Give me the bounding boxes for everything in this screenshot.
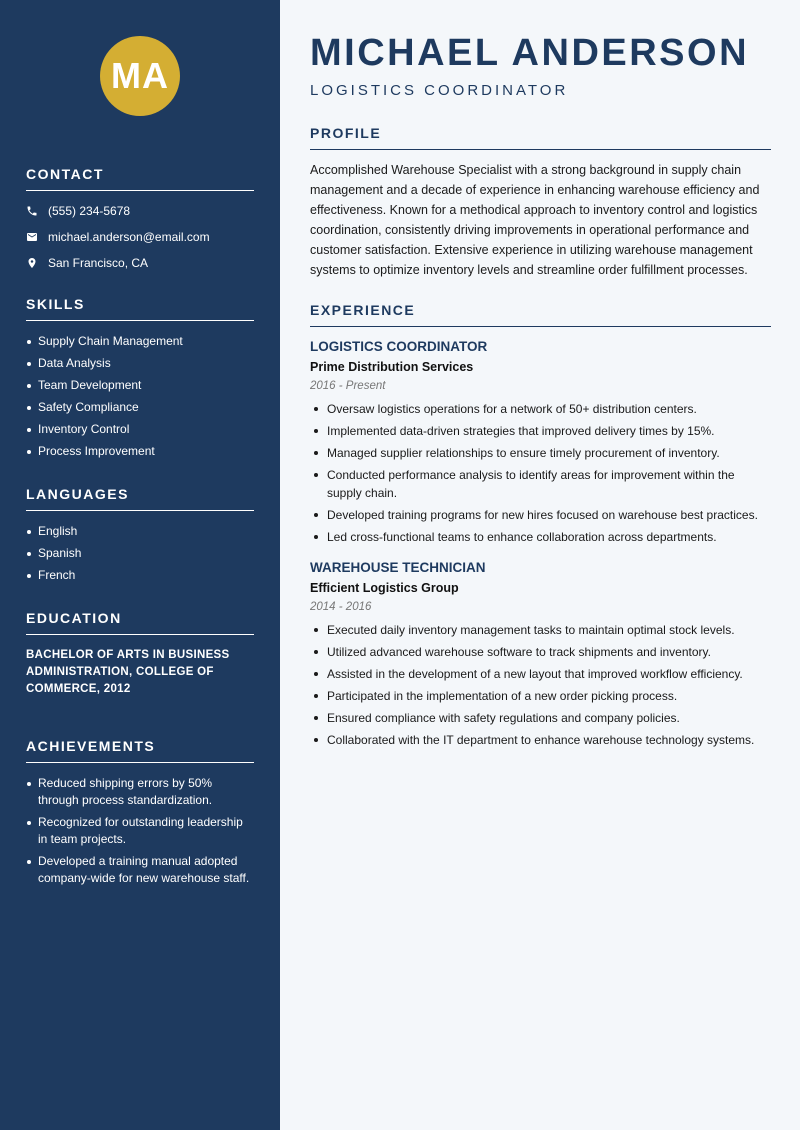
achievement-item: Reduced shipping errors by 50% through process standardization. [26,775,254,809]
candidate-title: LOGISTICS COORDINATOR [310,82,569,99]
job-bullet: Led cross-functional teams to enhance collaboration across departments. [310,528,771,546]
contact-location [26,255,254,270]
job-role: LOGISTICS COORDINATOR [310,339,488,354]
contact-email [26,229,254,244]
job-bullet: Participated in the implementation of a new order picking process. [310,687,771,705]
job-bullet: Oversaw logistics operations for a network of 50+ distribution centers. [310,400,771,418]
experience-section [310,302,771,749]
job-bullet: Conducted performance analysis to identify areas for improvement within the supply chain. [310,466,771,502]
skill-item: Data Analysis [26,355,254,372]
main-content [280,0,800,1130]
phone-value: (555) 234-5678 [48,203,131,218]
profile-section [310,125,771,280]
location-value: San Francisco, CA [48,255,149,270]
email-value: michael.anderson@email.com [48,229,210,244]
job-bullet: Utilized advanced warehouse software to track shipments and inventory. [310,643,771,661]
email-icon [26,231,38,243]
skills-list [26,333,254,460]
location-pin-icon [26,257,38,269]
sidebar [0,0,280,1130]
job-dates: 2014 - 2016 [310,601,372,613]
skill-item: Safety Compliance [26,399,254,416]
achievements-list [26,775,254,887]
contact-section [26,166,254,270]
job-entry [310,560,771,749]
skills-section [26,296,254,460]
job-bullet: Assisted in the development of a new layout that improved workflow efficiency. [310,665,771,683]
contact-heading: CONTACT [26,166,254,191]
candidate-name: MICHAEL ANDERSON [310,32,750,74]
achievement-item: Recognized for outstanding leadership in team projects. [26,814,254,848]
education-heading: EDUCATION [26,610,254,635]
job-bullet: Managed supplier relationships to ensure timely procurement of inventory. [310,444,771,462]
job-dates: 2016 - Present [310,380,386,392]
job-bullets [310,621,771,749]
experience-heading: EXPERIENCE [310,302,771,327]
languages-heading: LANGUAGES [26,486,254,511]
job-role: WAREHOUSE TECHNICIAN [310,560,486,575]
skill-item: Supply Chain Management [26,333,254,350]
skill-item: Inventory Control [26,421,254,438]
language-item: English [26,523,254,540]
phone-icon [26,205,38,217]
language-item: Spanish [26,545,254,562]
job-bullet: Executed daily inventory management tasks to maintain optimal stock levels. [310,621,771,639]
skills-heading: SKILLS [26,296,254,321]
contact-phone [26,203,254,218]
education-section [26,610,254,698]
skill-item: Process Improvement [26,443,254,460]
language-item: French [26,567,254,584]
job-bullets [310,400,771,546]
education-entry: BACHELOR OF ARTS IN BUSINESS ADMINISTRATION, COLLEGE OF COMMERCE, 2012 [26,649,230,695]
avatar-container [26,36,254,116]
avatar: MA [100,36,180,116]
achievements-section [26,738,254,887]
languages-section [26,486,254,584]
achievement-item: Developed a training manual adopted company-wide for new warehouse staff. [26,853,254,887]
job-bullet: Collaborated with the IT department to enhance warehouse technology systems. [310,731,771,749]
job-company: Efficient Logistics Group [310,581,459,595]
achievements-heading: ACHIEVEMENTS [26,738,254,763]
profile-heading: PROFILE [310,125,771,150]
job-entry [310,339,771,546]
job-bullet: Implemented data-driven strategies that improved delivery times by 15%. [310,422,771,440]
profile-text: Accomplished Warehouse Specialist with a strong background in supply chain management and a decade of experience in enhancing warehouse efficiency and effectiveness. Known for a methodical approach to inventory control and logistics coordination, consistently driving improvements in operational performance and customer satisfaction. Extensive experience in utilizing warehouse management systems to optimize inventory levels and streamline order fulfillment processes. [310,163,760,277]
job-bullet: Developed training programs for new hires focused on warehouse best practices. [310,506,771,524]
job-company: Prime Distribution Services [310,360,474,374]
languages-list [26,523,254,584]
job-bullet: Ensured compliance with safety regulations and company policies. [310,709,771,727]
skill-item: Team Development [26,377,254,394]
